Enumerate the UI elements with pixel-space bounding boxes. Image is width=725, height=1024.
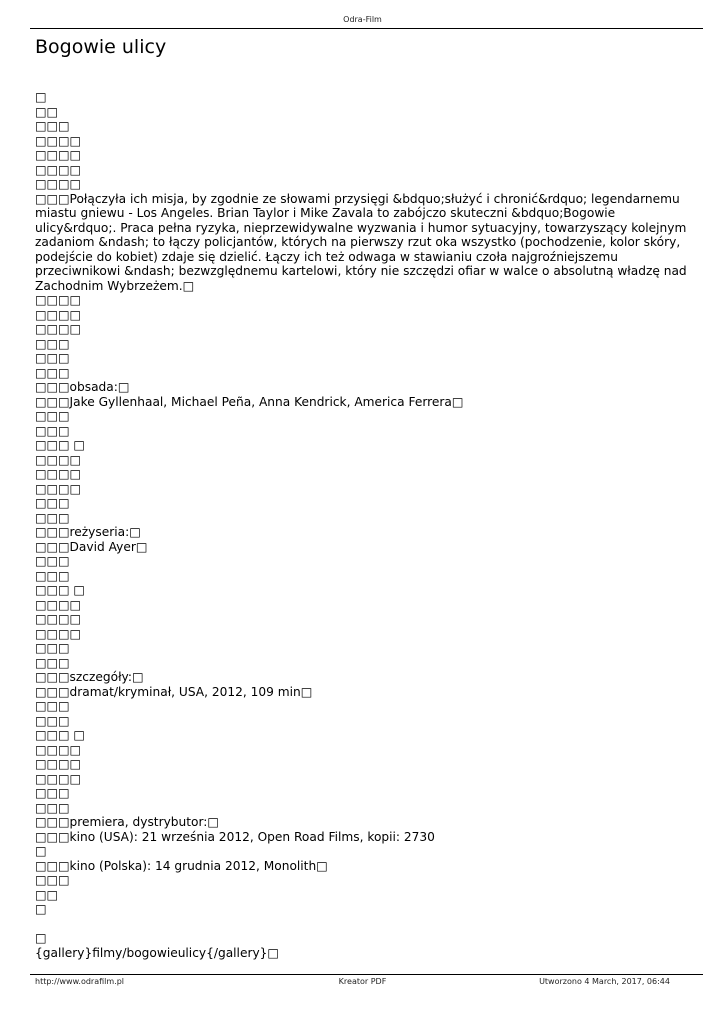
footer-url: http://www.odrafilm.pl bbox=[35, 977, 125, 986]
text-line: □□□□ bbox=[35, 293, 82, 307]
footer-generator: Kreator PDF bbox=[338, 977, 387, 986]
text-line: □□□ bbox=[35, 568, 70, 583]
text-line: □□□□ bbox=[35, 481, 82, 496]
text-line: □ bbox=[35, 844, 47, 858]
text-line: □□□□ bbox=[35, 757, 82, 771]
text-line: □□□ bbox=[35, 365, 70, 380]
text-line: □□□ □ bbox=[35, 583, 85, 597]
premiere-label: □□□premiera, dystrybutor:□ bbox=[35, 815, 219, 829]
blank-line bbox=[35, 917, 695, 932]
footer-rule bbox=[30, 974, 703, 975]
text-line: □□□ bbox=[35, 496, 70, 510]
text-line: □□□□ bbox=[35, 177, 82, 191]
text-line: □□□□ bbox=[35, 626, 82, 641]
text-line: □□□ bbox=[35, 409, 70, 423]
text-line: □□□ bbox=[35, 655, 70, 670]
text-line: □□□□ bbox=[35, 133, 82, 148]
text-line: □□□□ bbox=[35, 597, 82, 612]
header-rule bbox=[30, 28, 703, 29]
footer-created: Utworzono 4 March, 2017, 06:44 bbox=[539, 977, 670, 986]
text-line: □□□□ bbox=[35, 467, 82, 481]
synopsis-paragraph: □□□Połączyła ich misja, by zgodnie ze słowami przysięgi &bdquo;służyć i chronić&rdquo; legendarnemu miastu gniewu - Los Angeles. Brian Taylor i Mike Zavala to zabójczo skuteczni &bdquo;Bogowie ulicy&rdquo;. Praca pełna ryzyka, nieprzewidywalne wyzwania i humor sytuacyjny, towarzyszący kolejnym zadaniom &ndash; to łączy policjantów, których na pierwszy rzut oka wszystko (pochodzenie, kolor skóry, podejście do kobiet) zdaje się dzielić. Łączy ich też odwaga w stawianiu czoła najgroźniejszemu przeciwnikowi &ndash; bezwzględnemu kartelowi, który nie szczędzi ofiar w walce o absolutną władzę nad Zachodnim Wybrzeżem.□ bbox=[35, 191, 687, 293]
text-line: □□□ bbox=[35, 119, 70, 133]
premiere-usa: □□□kino (USA): 21 września 2012, Open Road Films, kopii: 2730 bbox=[35, 829, 435, 844]
text-line: □ bbox=[35, 90, 47, 104]
text-line: □□□□ bbox=[35, 148, 82, 162]
text-line: □□□ bbox=[35, 336, 70, 351]
cast-label: □□□obsada:□ bbox=[35, 380, 130, 394]
text-line: □□□ □ bbox=[35, 728, 85, 742]
director-value: □□□David Ayer□ bbox=[35, 539, 148, 554]
page-title: Bogowie ulicy bbox=[35, 36, 167, 58]
text-line: □□ bbox=[35, 104, 59, 119]
director-label: □□□reżyseria:□ bbox=[35, 525, 141, 539]
text-line: □ bbox=[35, 931, 47, 945]
text-line: □□□ bbox=[35, 800, 70, 815]
text-line: □□□□ bbox=[35, 162, 82, 177]
details-value: □□□dramat/kryminał, USA, 2012, 109 min□ bbox=[35, 684, 313, 699]
text-line: □□□□ bbox=[35, 742, 82, 757]
text-line: □□□ bbox=[35, 699, 70, 713]
text-line: □□□□ bbox=[35, 322, 82, 336]
text-line: □□□□ bbox=[35, 771, 82, 786]
text-line: □□□□ bbox=[35, 612, 82, 626]
text-line: □□ bbox=[35, 887, 59, 902]
text-line: □□□ bbox=[35, 786, 70, 800]
page-header: Odra-Film bbox=[343, 15, 382, 24]
text-line: □□□ bbox=[35, 510, 70, 525]
text-line: □□□□ bbox=[35, 307, 82, 322]
article-body bbox=[35, 90, 695, 960]
text-line: □□□ □ bbox=[35, 438, 85, 452]
details-label: □□□szczegóły:□ bbox=[35, 670, 144, 684]
text-line: □□□ bbox=[35, 641, 70, 655]
text-line: □□□ bbox=[35, 351, 70, 365]
text-line: □□□ bbox=[35, 713, 70, 728]
text-line: □□□□ bbox=[35, 452, 82, 467]
text-line: □ bbox=[35, 902, 47, 916]
cast-value: □□□Jake Gyllenhaal, Michael Peña, Anna Kendrick, America Ferrera□ bbox=[35, 394, 464, 409]
text-line: □□□ bbox=[35, 423, 70, 438]
premiere-poland: □□□kino (Polska): 14 grudnia 2012, Monolith□ bbox=[35, 858, 328, 873]
gallery-tag: {gallery}filmy/bogowieulicy{/gallery}□ bbox=[35, 945, 279, 960]
text-line: □□□ bbox=[35, 554, 70, 568]
text-line: □□□ bbox=[35, 873, 70, 887]
